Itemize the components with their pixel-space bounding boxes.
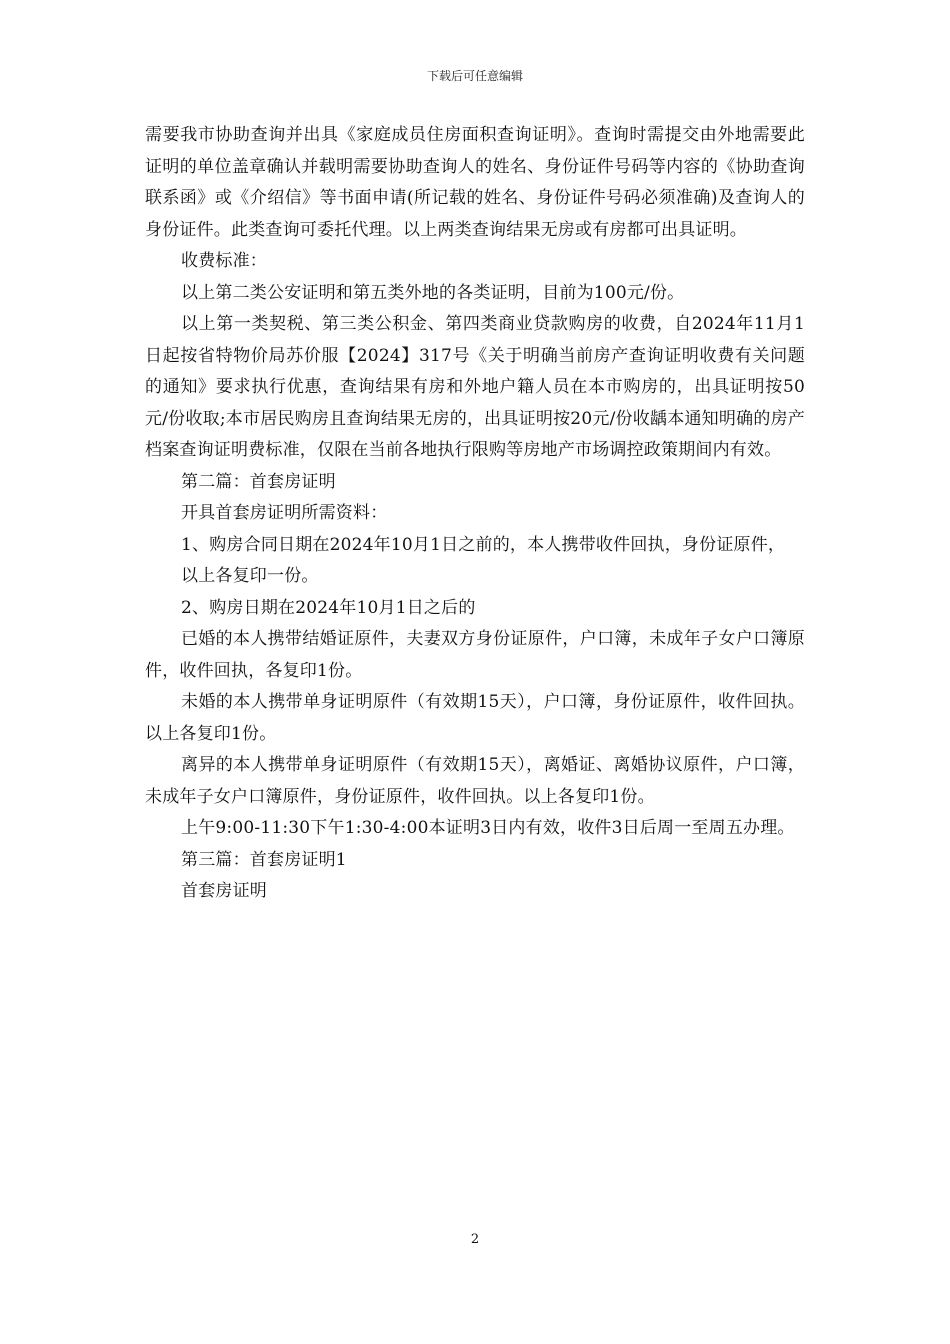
paragraph-divorced: 离异的本人携带单身证明原件（有效期15天），离婚证、离婚协议原件，户口簿，未成年子女户口簿原件，身份证原件，收件回执。以上各复印1份。 xyxy=(145,755,805,807)
paragraph-certificate-title: 首套房证明 xyxy=(181,881,267,901)
header-note: 下载后可任意编辑 xyxy=(426,69,523,83)
paragraph-materials-heading: 开具首套房证明所需资料： xyxy=(181,503,388,523)
document-body xyxy=(145,120,805,908)
section-heading-3: 第三篇：首套房证明1 xyxy=(181,849,347,870)
paragraph-item-1-copy: 以上各复印一份。 xyxy=(181,566,319,586)
paragraph-married: 已婚的本人携带结婚证原件，夫妻双方身份证原件，户口簿，未成年子女户口簿原件，收件回执，各复印1份。 xyxy=(145,629,805,681)
paragraph-item-2: 2、购房日期在2024年10月1日之后的 xyxy=(181,597,476,618)
paragraph-item-1: 1、购房合同日期在2024年10月1日之前的，本人携带收件回执，身份证原件， xyxy=(181,534,786,555)
paragraph-query-requirements: 需要我市协助查询并出具《家庭成员住房面积查询证明》。查询时需提交由外地需要此证明的单位盖章确认并载明需要协助查询人的姓名、身份证件号码等内容的《协助查询联系函》或《介绍信》等书面申请(所记载的姓名、身份证件号码必须准确)及查询人的身份证件。此类查询可委托代理。以上两类查询结果无房或有房都可出具证明。 xyxy=(145,125,805,240)
page-number: 2 xyxy=(470,1232,480,1247)
paragraph-fee-standard-2: 以上第一类契税、第三类公积金、第四类商业贷款购房的收费，自2024年11月1日起按省特物价局苏价服【2024】317号《关于明确当前房产查询证明收费有关问题的通知》要求执行优惠，查询结果有房和外地户籍人员在本市购房的，出具证明按50元/份收取;本市居民购房且查询结果无房的，出具证明按20元/份收龋本通知明确的房产档案查询证明费标准，仅限在当前各地执行限购等房地产市场调控政策期间内有效。 xyxy=(145,314,805,460)
paragraph-office-hours: 上午9:00-11:30下午1:30-4:00本证明3日内有效，收件3日后周一至周五办理。 xyxy=(181,818,795,838)
paragraph-fee-heading: 收费标准： xyxy=(181,251,267,271)
paragraph-unmarried: 未婚的本人携带单身证明原件（有效期15天），户口簿，身份证原件，收件回执。以上各复印1份。 xyxy=(145,692,805,744)
section-heading-2: 第二篇：首套房证明 xyxy=(181,471,336,492)
paragraph-fee-standard-1: 以上第二类公安证明和第五类外地的各类证明，目前为100元/份。 xyxy=(181,282,685,303)
